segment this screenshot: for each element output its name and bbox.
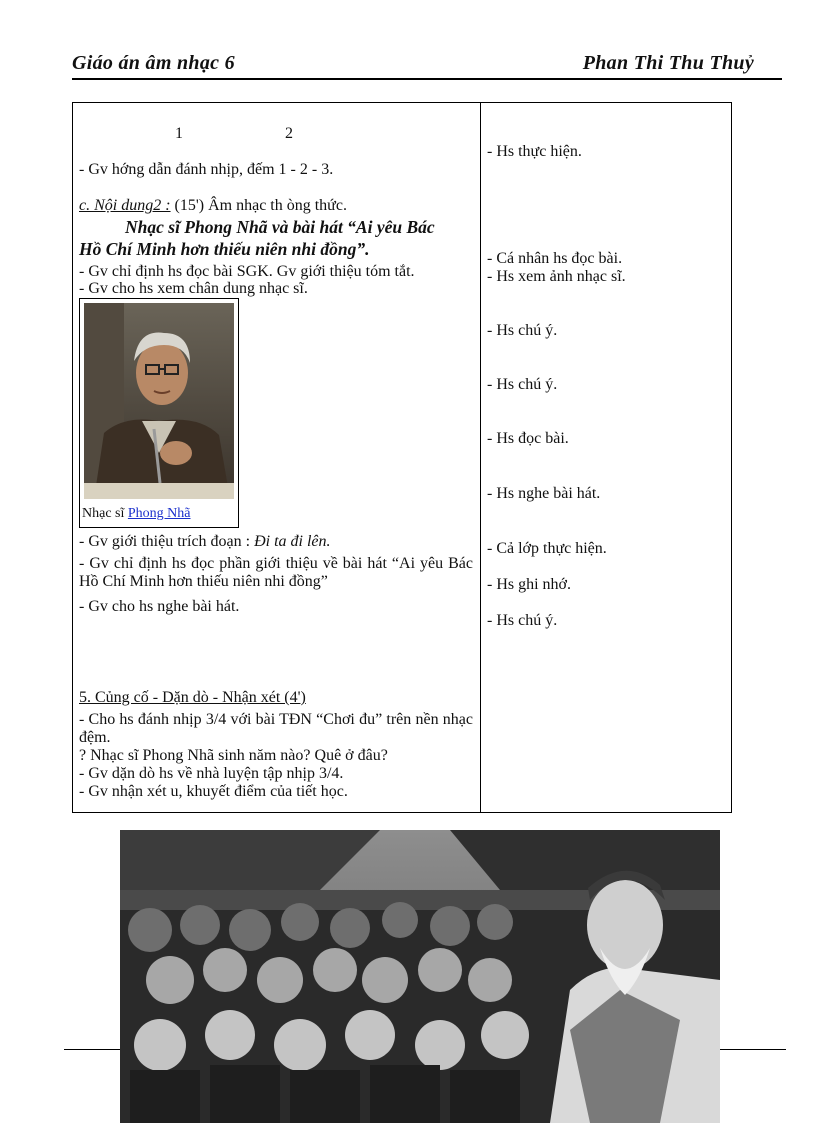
student-activity: - Cả lớp thực hiện. [487,540,607,557]
portrait-caption [82,505,191,523]
section-label: c. Nội dung2 : [79,197,171,214]
beat-number-1: 1 [175,125,183,142]
excerpt-prefix: - Gv giới thiệu trích đoạn : [79,533,255,550]
section-heading [79,197,347,215]
musician-portrait-image [84,303,234,499]
line-listen: - Gv cho hs nghe bài hát. [79,598,240,615]
line-portrait: - Gv cho hs xem chân dung nhạc sĩ. [79,280,308,297]
line-excerpt [79,533,331,551]
caption-prefix: Nhạc sĩ [82,506,128,521]
section5-heading: 5. Củng cố - Dặn dò - Nhận xét (4') [79,689,306,706]
para-song-intro: - Gv chỉ định hs đọc phần giới thiệu về bài hát “Ai yêu Bác Hồ Chí Minh hơn thiếu niên nhi đồng” [79,555,473,590]
lesson-table [72,102,732,813]
student-activity: - Hs chú ý. [487,376,558,393]
student-activity: - Hs chú ý. [487,322,558,339]
line-homework: - Gv dặn dò hs về nhà luyện tập nhịp 3/4. [79,765,344,782]
footer-rule-right [720,1049,786,1050]
para-beat: - Cho hs đánh nhịp 3/4 với bài TĐN “Chơi đu” trên nền nhạc đệm. [79,711,473,746]
student-activity: - Hs ghi nhớ. [487,576,572,593]
line-review: - Gv nhận xét u, khuyết điểm của tiết học. [79,783,348,800]
song-title [79,216,473,260]
footer-rule-left [64,1049,120,1050]
header-author: Phan Thi Thu Thuỷ [582,52,754,74]
historical-photo [120,830,720,1123]
line-counting: - Gv hớng dẫn đánh nhịp, đếm 1 - 2 - 3. [79,161,334,178]
musician-link[interactable]: Phong Nhã [127,506,191,521]
column-divider [480,103,481,812]
beat-number-2: 2 [285,125,293,142]
line-read-sgk: - Gv chỉ định hs đọc bài SGK. Gv giới thiệu tóm tắt. [79,263,415,280]
song-title-line1: Nhạc sĩ Phong Nhã và bài hát “Ai yêu Bác [125,217,435,237]
student-activity: - Hs thực hiện. [487,143,582,160]
student-activity: - Hs đọc bài. [487,430,569,447]
page-header [72,52,782,80]
header-title: Giáo án âm nhạc 6 [72,52,235,74]
section-rest: (15') Âm nhạc th òng thức. [170,197,347,214]
line-question: ? Nhạc sĩ Phong Nhã sinh năm nào? Quê ở đâu? [79,747,388,764]
student-activity: - Hs chú ý. [487,612,558,629]
student-activity: - Hs nghe bài hát. [487,485,601,502]
portrait-figure [79,298,239,528]
excerpt-title: Đi ta đi lên. [254,533,331,550]
student-activity: - Hs xem ảnh nhạc sĩ. [487,268,626,285]
song-title-line2: Hồ Chí Minh hơn thiếu niên nhi đồng”. [79,239,370,259]
student-activity: - Cá nhân hs đọc bài. [487,250,623,267]
